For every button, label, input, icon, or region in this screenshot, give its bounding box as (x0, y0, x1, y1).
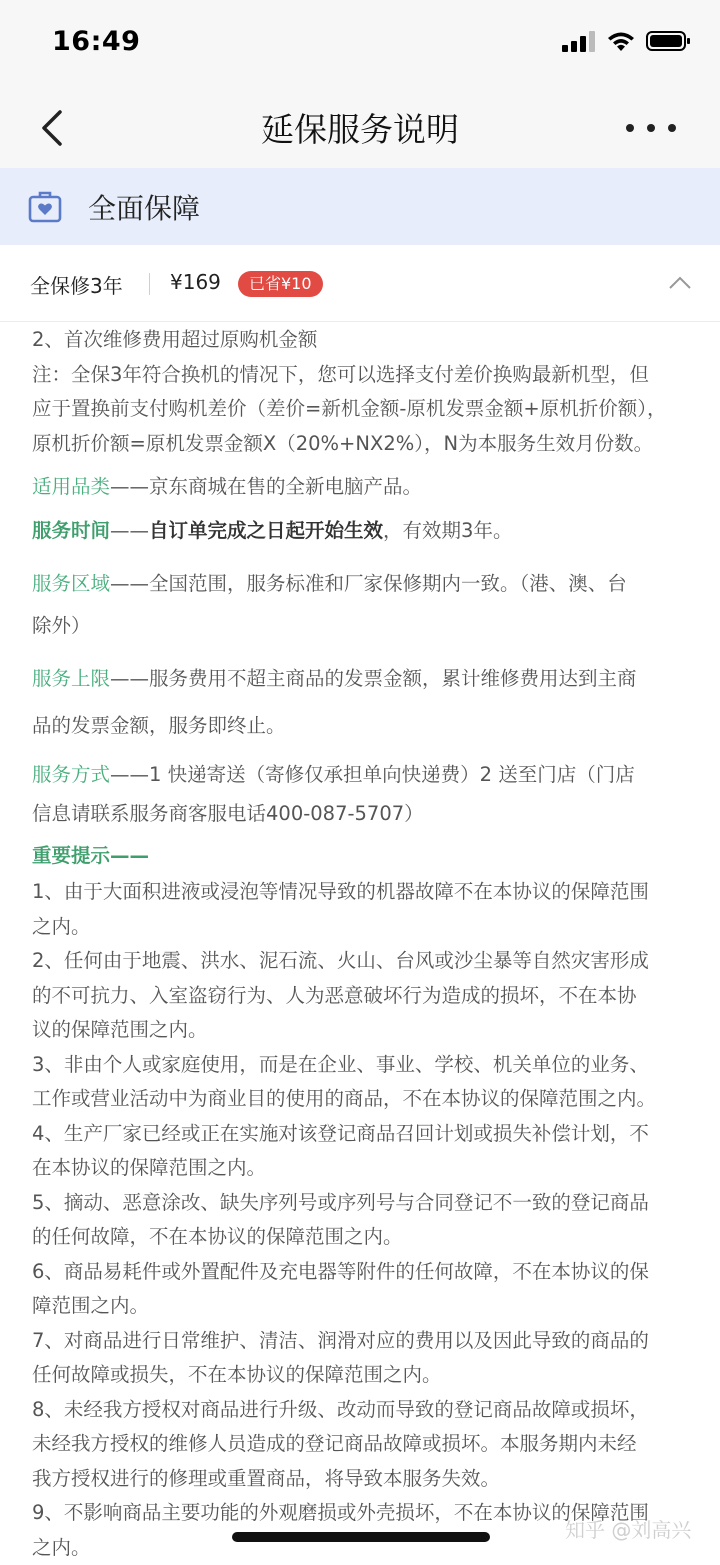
important-label: 重要提示—— (32, 837, 712, 875)
more-dot (647, 124, 655, 132)
tip-line: 议的保障范围之内。 (32, 1013, 712, 1048)
plan-name: 全保修3年 (30, 270, 123, 299)
note-line: 原机折价额=原机发票金额X（20%+NX2%），N为本服务生效月份数。 (32, 427, 712, 462)
tip-line: 3、非由个人或家庭使用，而是在企业、事业、学校、机关单位的业务、 (32, 1048, 712, 1083)
time-dash: —— (110, 519, 149, 542)
wifi-icon (606, 30, 636, 52)
tip-line: 任何故障或损失，不在本协议的保障范围之内。 (32, 1358, 712, 1393)
plan-row[interactable] (0, 245, 720, 322)
area-row-cont: 除外） (32, 611, 712, 641)
method-text: ——1 快递寄送（寄修仅承担单向快递费）2 送至门店（门店 (110, 763, 635, 786)
time-rest-text: ，有效期3年。 (383, 519, 512, 542)
method-label: 服务方式 (32, 763, 110, 786)
tip-line: 障范围之内。 (32, 1289, 712, 1324)
time-label: 服务时间 (32, 519, 110, 542)
divider (149, 273, 150, 295)
tip-line: 4、生产厂家已经或正在实施对该登记商品召回计划或损失补偿计划，不 (32, 1117, 712, 1152)
plan-price: ¥169 (170, 270, 221, 294)
shield-heart-icon (28, 190, 62, 224)
limit-text: ——服务费用不超主商品的发票金额，累计维修费用达到主商 (110, 667, 637, 690)
tip-line: 未经我方授权的维修人员造成的登记商品故障或损坏。本服务期内未经 (32, 1427, 712, 1462)
tip-line: 2、任何由于地震、洪水、泥石流、火山、台风或沙尘暴等自然灾害形成 (32, 944, 712, 979)
area-row (32, 557, 712, 611)
tip-line: 的任何故障，不在本协议的保障范围之内。 (32, 1220, 712, 1255)
tip-line: 在本协议的保障范围之内。 (32, 1151, 712, 1186)
more-dot (626, 124, 634, 132)
tip-line: 1、由于大面积进液或浸泡等情况导致的机器故障不在本协议的保障范围 (32, 875, 712, 910)
tip-line: 7、对商品进行日常维护、清洁、润滑对应的费用以及因此导致的商品的 (32, 1324, 712, 1359)
time-bold-text: 自订单完成之日起开始生效 (149, 519, 383, 542)
limit-row-cont: 品的发票金额，服务即终止。 (32, 706, 712, 746)
area-label: 服务区域 (32, 572, 110, 595)
category-label: 适用品类 (32, 475, 110, 498)
savings-badge: 已省¥10 (238, 271, 323, 297)
limit-row (32, 652, 712, 706)
tip-line: 工作或营业活动中为商业目的使用的商品，不在本协议的保障范围之内。 (32, 1082, 712, 1117)
section-title: 全面保障 (88, 187, 200, 227)
section-header (0, 168, 720, 245)
limit-label: 服务上限 (32, 667, 110, 690)
tip-line: 之内。 (32, 910, 712, 945)
time-row (32, 514, 712, 549)
chevron-up-icon[interactable] (668, 273, 692, 293)
tips-list (32, 875, 712, 1565)
note-line: 注：全保3年符合换机的情况下，您可以选择支付差价换购最新机型，但 (32, 358, 712, 393)
tip-line: 5、摘动、恶意涂改、缺失序列号或序列号与合同登记不一致的登记商品 (32, 1186, 712, 1221)
status-time: 16:49 (52, 26, 140, 57)
home-indicator[interactable] (232, 1532, 490, 1542)
nav-bar (0, 88, 720, 168)
status-bar (0, 0, 720, 88)
category-row (32, 470, 712, 505)
more-dot (668, 124, 676, 132)
content-line: 2、首次维修费用超过原购机金额 (32, 323, 712, 358)
method-row-cont: 信息请联系服务商客服电话400-087-5707） (32, 801, 712, 827)
tip-line: 的不可抗力、入室盗窃行为、人为恶意破坏行为造成的损坏，不在本协 (32, 979, 712, 1014)
method-row (32, 749, 712, 801)
tip-line: 9、不影响商品主要功能的外观磨损或外壳损坏，不在本协议的保障范围 (32, 1496, 712, 1531)
tip-line: 8、未经我方授权对商品进行升级、改动而导致的登记商品故障或损坏， (32, 1393, 712, 1428)
tip-line: 我方授权进行的修理或重置商品，将导致本服务失效。 (32, 1462, 712, 1497)
category-text: ——京东商城在售的全新电脑产品。 (110, 475, 422, 498)
status-icons (562, 30, 692, 52)
page-title: 延保服务说明 (0, 104, 720, 151)
area-text: ——全国范围，服务标准和厂家保修期内一致。（港、澳、台 (110, 572, 627, 595)
more-icon[interactable] (626, 108, 676, 148)
service-description (32, 323, 712, 1565)
note-line: 应于置换前支付购机差价（差价=新机金额-原机发票金额+原机折价额）， (32, 392, 712, 427)
tip-line: 之内。 (32, 1531, 712, 1565)
battery-icon (646, 30, 692, 52)
tip-line: 6、商品易耗件或外置配件及充电器等附件的任何故障，不在本协议的保 (32, 1255, 712, 1290)
signal-icon (562, 30, 596, 52)
watermark: 知乎 @刘高兴 (565, 1514, 691, 1543)
